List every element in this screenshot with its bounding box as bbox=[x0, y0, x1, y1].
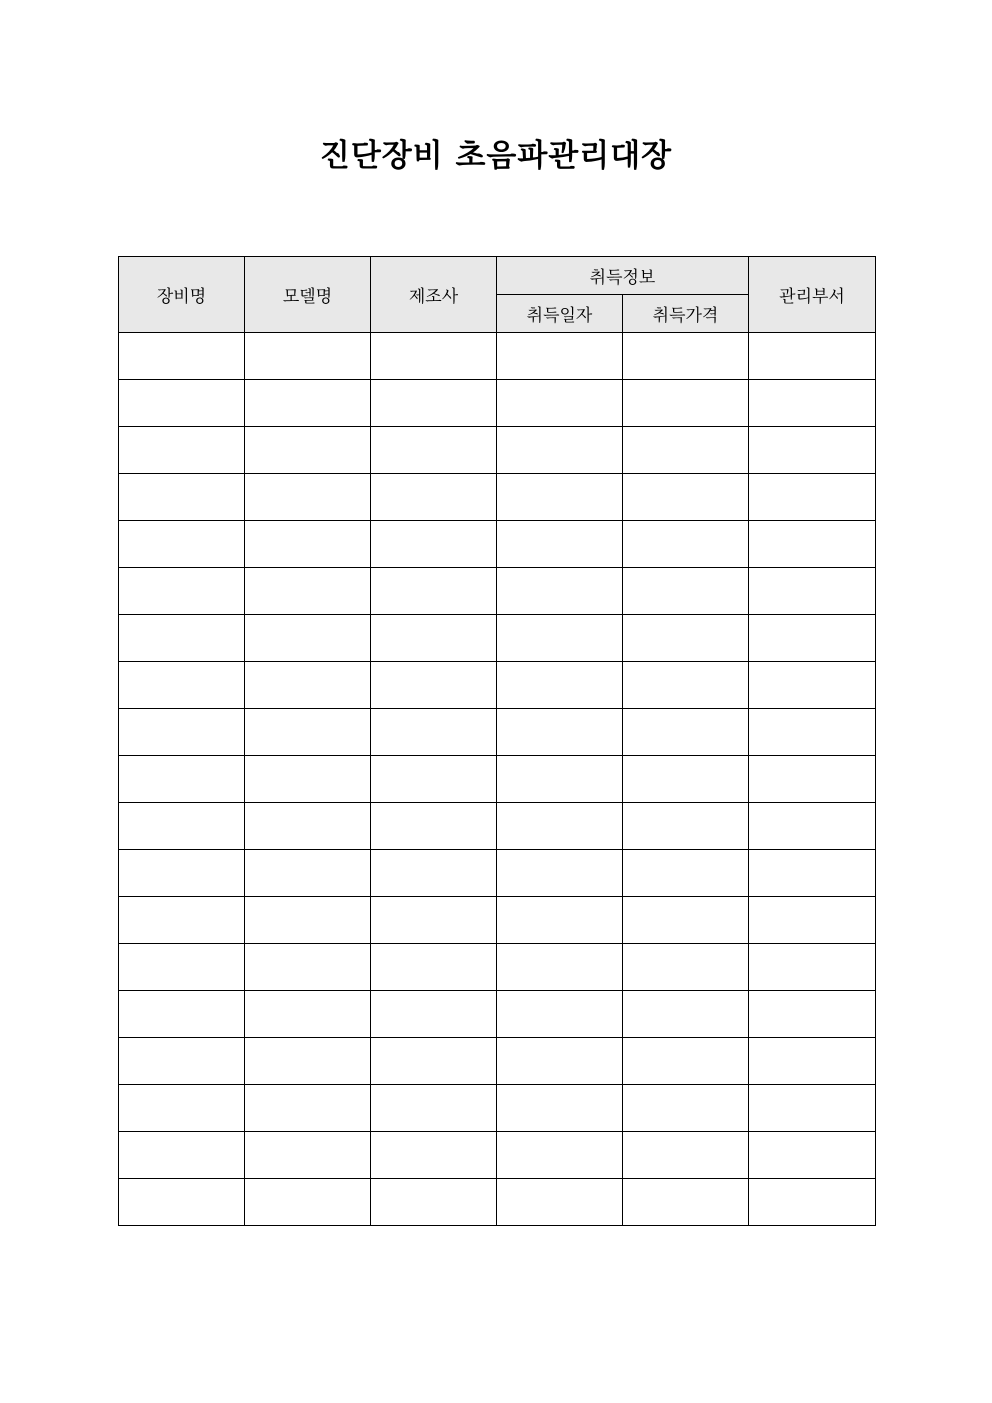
table-row bbox=[119, 897, 876, 944]
cell-equipment-name[interactable] bbox=[119, 709, 245, 756]
cell-manufacturer[interactable] bbox=[371, 615, 497, 662]
cell-manufacturer[interactable] bbox=[371, 709, 497, 756]
cell-manufacturer[interactable] bbox=[371, 333, 497, 380]
cell-acquisition-date[interactable] bbox=[497, 662, 623, 709]
cell-acquisition-price[interactable] bbox=[623, 427, 749, 474]
cell-acquisition-price[interactable] bbox=[623, 850, 749, 897]
table-row bbox=[119, 803, 876, 850]
cell-acquisition-date[interactable] bbox=[497, 380, 623, 427]
cell-model-name[interactable] bbox=[245, 474, 371, 521]
header-managing-dept: 관리부서 bbox=[749, 257, 876, 333]
table-row bbox=[119, 850, 876, 897]
cell-equipment-name[interactable] bbox=[119, 333, 245, 380]
cell-model-name[interactable] bbox=[245, 333, 371, 380]
cell-managing-dept[interactable] bbox=[749, 662, 876, 709]
cell-model-name[interactable] bbox=[245, 427, 371, 474]
cell-acquisition-date[interactable] bbox=[497, 803, 623, 850]
cell-equipment-name[interactable] bbox=[119, 427, 245, 474]
header-acquisition-info: 취득정보 bbox=[497, 257, 749, 295]
cell-equipment-name[interactable] bbox=[119, 756, 245, 803]
cell-equipment-name[interactable] bbox=[119, 1038, 245, 1085]
cell-equipment-name[interactable] bbox=[119, 1085, 245, 1132]
cell-model-name[interactable] bbox=[245, 1085, 371, 1132]
cell-manufacturer[interactable] bbox=[371, 897, 497, 944]
cell-model-name[interactable] bbox=[245, 709, 371, 756]
cell-manufacturer[interactable] bbox=[371, 568, 497, 615]
cell-equipment-name[interactable] bbox=[119, 897, 245, 944]
cell-manufacturer[interactable] bbox=[371, 850, 497, 897]
cell-model-name[interactable] bbox=[245, 568, 371, 615]
cell-equipment-name[interactable] bbox=[119, 803, 245, 850]
cell-acquisition-date[interactable] bbox=[497, 474, 623, 521]
table-header bbox=[119, 257, 876, 333]
ultrasound-ledger-table bbox=[118, 256, 876, 1226]
cell-equipment-name[interactable] bbox=[119, 1179, 245, 1226]
cell-acquisition-date[interactable] bbox=[497, 1085, 623, 1132]
cell-acquisition-date[interactable] bbox=[497, 850, 623, 897]
cell-acquisition-price[interactable] bbox=[623, 380, 749, 427]
cell-acquisition-price[interactable] bbox=[623, 474, 749, 521]
table-row bbox=[119, 944, 876, 991]
cell-equipment-name[interactable] bbox=[119, 615, 245, 662]
cell-managing-dept[interactable] bbox=[749, 1085, 876, 1132]
header-model-name: 모델명 bbox=[245, 257, 371, 333]
cell-acquisition-date[interactable] bbox=[497, 333, 623, 380]
cell-manufacturer[interactable] bbox=[371, 1085, 497, 1132]
cell-model-name[interactable] bbox=[245, 1132, 371, 1179]
table-row bbox=[119, 521, 876, 568]
cell-model-name[interactable] bbox=[245, 756, 371, 803]
table-row bbox=[119, 756, 876, 803]
cell-acquisition-price[interactable] bbox=[623, 333, 749, 380]
cell-acquisition-price[interactable] bbox=[623, 991, 749, 1038]
cell-model-name[interactable] bbox=[245, 1038, 371, 1085]
cell-managing-dept[interactable] bbox=[749, 709, 876, 756]
cell-equipment-name[interactable] bbox=[119, 991, 245, 1038]
cell-acquisition-date[interactable] bbox=[497, 709, 623, 756]
cell-model-name[interactable] bbox=[245, 1179, 371, 1226]
cell-acquisition-date[interactable] bbox=[497, 1132, 623, 1179]
table-row bbox=[119, 709, 876, 756]
table-row bbox=[119, 380, 876, 427]
cell-manufacturer[interactable] bbox=[371, 756, 497, 803]
cell-managing-dept[interactable] bbox=[749, 333, 876, 380]
cell-model-name[interactable] bbox=[245, 615, 371, 662]
cell-acquisition-price[interactable] bbox=[623, 1132, 749, 1179]
cell-equipment-name[interactable] bbox=[119, 1132, 245, 1179]
cell-managing-dept[interactable] bbox=[749, 521, 876, 568]
header-acquisition-date: 취득일자 bbox=[497, 295, 623, 333]
cell-equipment-name[interactable] bbox=[119, 521, 245, 568]
cell-managing-dept[interactable] bbox=[749, 1179, 876, 1226]
cell-equipment-name[interactable] bbox=[119, 474, 245, 521]
table-row bbox=[119, 1132, 876, 1179]
cell-equipment-name[interactable] bbox=[119, 380, 245, 427]
cell-acquisition-price[interactable] bbox=[623, 897, 749, 944]
cell-acquisition-price[interactable] bbox=[623, 1085, 749, 1132]
cell-model-name[interactable] bbox=[245, 897, 371, 944]
cell-acquisition-price[interactable] bbox=[623, 662, 749, 709]
header-row-1 bbox=[119, 257, 876, 295]
cell-acquisition-date[interactable] bbox=[497, 1038, 623, 1085]
cell-acquisition-price[interactable] bbox=[623, 568, 749, 615]
cell-acquisition-price[interactable] bbox=[623, 521, 749, 568]
cell-managing-dept[interactable] bbox=[749, 380, 876, 427]
table-row bbox=[119, 333, 876, 380]
table-body bbox=[119, 333, 876, 1226]
cell-acquisition-price[interactable] bbox=[623, 1179, 749, 1226]
header-acquisition-price: 취득가격 bbox=[623, 295, 749, 333]
cell-acquisition-date[interactable] bbox=[497, 427, 623, 474]
cell-managing-dept[interactable] bbox=[749, 427, 876, 474]
cell-manufacturer[interactable] bbox=[371, 1132, 497, 1179]
cell-acquisition-price[interactable] bbox=[623, 756, 749, 803]
cell-managing-dept[interactable] bbox=[749, 897, 876, 944]
cell-equipment-name[interactable] bbox=[119, 662, 245, 709]
table-row bbox=[119, 991, 876, 1038]
cell-model-name[interactable] bbox=[245, 803, 371, 850]
cell-acquisition-price[interactable] bbox=[623, 1038, 749, 1085]
table-row bbox=[119, 615, 876, 662]
cell-acquisition-date[interactable] bbox=[497, 521, 623, 568]
cell-model-name[interactable] bbox=[245, 521, 371, 568]
cell-managing-dept[interactable] bbox=[749, 1038, 876, 1085]
cell-managing-dept[interactable] bbox=[749, 615, 876, 662]
table-row bbox=[119, 662, 876, 709]
table-row bbox=[119, 474, 876, 521]
cell-acquisition-price[interactable] bbox=[623, 615, 749, 662]
table-row bbox=[119, 427, 876, 474]
cell-model-name[interactable] bbox=[245, 662, 371, 709]
cell-managing-dept[interactable] bbox=[749, 1132, 876, 1179]
cell-managing-dept[interactable] bbox=[749, 568, 876, 615]
cell-manufacturer[interactable] bbox=[371, 521, 497, 568]
cell-model-name[interactable] bbox=[245, 380, 371, 427]
cell-managing-dept[interactable] bbox=[749, 850, 876, 897]
cell-acquisition-date[interactable] bbox=[497, 944, 623, 991]
cell-model-name[interactable] bbox=[245, 850, 371, 897]
cell-acquisition-date[interactable] bbox=[497, 756, 623, 803]
cell-acquisition-date[interactable] bbox=[497, 615, 623, 662]
cell-manufacturer[interactable] bbox=[371, 427, 497, 474]
cell-acquisition-date[interactable] bbox=[497, 897, 623, 944]
header-manufacturer: 제조사 bbox=[371, 257, 497, 333]
table-row bbox=[119, 1085, 876, 1132]
cell-managing-dept[interactable] bbox=[749, 991, 876, 1038]
cell-manufacturer[interactable] bbox=[371, 991, 497, 1038]
table-row bbox=[119, 1179, 876, 1226]
cell-managing-dept[interactable] bbox=[749, 756, 876, 803]
cell-equipment-name[interactable] bbox=[119, 944, 245, 991]
cell-manufacturer[interactable] bbox=[371, 1038, 497, 1085]
cell-acquisition-price[interactable] bbox=[623, 803, 749, 850]
cell-manufacturer[interactable] bbox=[371, 474, 497, 521]
cell-manufacturer[interactable] bbox=[371, 662, 497, 709]
cell-manufacturer[interactable] bbox=[371, 803, 497, 850]
cell-acquisition-date[interactable] bbox=[497, 991, 623, 1038]
cell-managing-dept[interactable] bbox=[749, 474, 876, 521]
page-title: 진단장비 초음파관리대장 bbox=[319, 138, 673, 174]
cell-managing-dept[interactable] bbox=[749, 944, 876, 991]
cell-model-name[interactable] bbox=[245, 944, 371, 991]
table-row bbox=[119, 1038, 876, 1085]
cell-manufacturer[interactable] bbox=[371, 1179, 497, 1226]
cell-managing-dept[interactable] bbox=[749, 803, 876, 850]
cell-equipment-name[interactable] bbox=[119, 568, 245, 615]
cell-equipment-name[interactable] bbox=[119, 850, 245, 897]
cell-acquisition-date[interactable] bbox=[497, 568, 623, 615]
cell-manufacturer[interactable] bbox=[371, 944, 497, 991]
cell-acquisition-price[interactable] bbox=[623, 944, 749, 991]
table-row bbox=[119, 568, 876, 615]
header-equipment-name: 장비명 bbox=[119, 257, 245, 333]
cell-manufacturer[interactable] bbox=[371, 380, 497, 427]
cell-model-name[interactable] bbox=[245, 991, 371, 1038]
cell-acquisition-price[interactable] bbox=[623, 709, 749, 756]
cell-acquisition-date[interactable] bbox=[497, 1179, 623, 1226]
